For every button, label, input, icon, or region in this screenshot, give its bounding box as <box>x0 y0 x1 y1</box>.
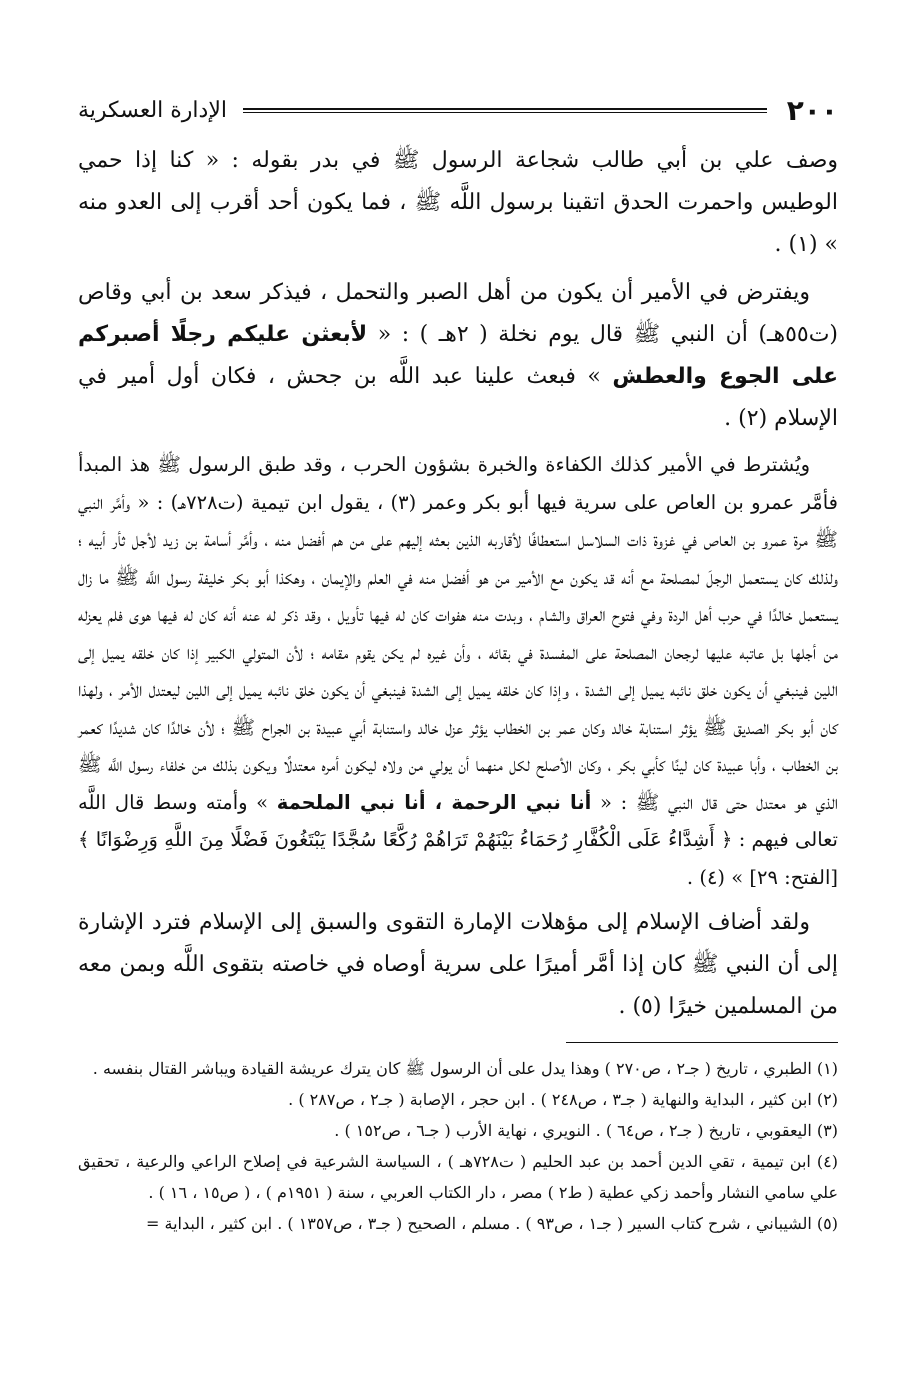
paragraph-2-text-before: ويفترض في الأمير أن يكون من أهل الصبر والتحمل ، فيذكر سعد بن أبي وقاص (ت٥٥هـ) أن النبي ﷺ قال يوم نخلة ( ٢هـ ) : « <box>78 280 838 347</box>
book-page <box>78 90 838 1239</box>
footnote-5: (٥) الشيباني ، شرح كتاب السير ( جـ١ ، ص٩٣ ) . مسلم ، الصحيح ( جـ٣ ، ص١٣٥٧ ) . ابن كثير ، البداية = <box>146 1214 838 1233</box>
footnote-3: (٣) اليعقوبي ، تاريخ ( جـ٢ ، ص٦٤ ) . النويري ، نهاية الأرب ( جـ٦ ، ص١٥٢ ) . <box>334 1121 838 1140</box>
hadith-quote-bold: أنا نبي الرحمة ، أنا نبي الملحمة <box>276 790 592 814</box>
paragraph-2-text-after: » فبعث علينا عبد اللَّه بن جحش ، فكان أول أمير في الإسلام (٢) . <box>78 364 838 431</box>
header-rule <box>243 108 767 113</box>
footnote-separator <box>566 1042 838 1043</box>
footnote-1: (١) الطبري ، تاريخ ( جـ٢ ، ص٢٧٠ ) وهذا يدل على أن الرسول ﷺ كان يترك عريشة القيادة ويباشر القتال بنفسه . <box>92 1059 838 1078</box>
paragraph-2 <box>78 272 838 440</box>
paragraph-3 <box>78 446 838 896</box>
page-header <box>78 90 838 130</box>
page-number: ٢٠٠ <box>786 93 838 127</box>
footnotes <box>78 1053 838 1239</box>
running-title: الإدارة العسكرية <box>78 97 227 123</box>
paragraph-4-text: ولقد أضاف الإسلام إلى مؤهلات الإمارة التقوى والسبق إلى الإسلام فترد الإشارة إلى أن النبي ﷺ كان إذا أمَّر أميرًا على سرية أوصاه في خاصته بتقوى اللَّه وبمن معه من المسلمين خيرًا (٥) . <box>78 910 838 1019</box>
paragraph-3-text-after: » وأمته وسط قال اللَّه تعالى فيهم : ﴿ أَشِدَّاءُ عَلَى الْكُفَّارِ رُحَمَاءُ بَيْنَهُمْ تَرَاهُمْ رُكَّعًا سُجَّدًا يَبْتَغُونَ فَضْلًا مِنَ اللَّهِ وَرِضْوَانًا ﴾ [الفتح: ٢٩] » (٤) . <box>78 790 838 889</box>
paragraph-3-text-before: ويُشترط في الأمير كذلك الكفاءة والخبرة بشؤون الحرب ، وقد طبق الرسول ﷺ هذ المبدأ فأمَّر عمرو بن العاص على سرية فيها أبو بكر وعمر (٣) ، يقول ابن تيمية (ت٧٢٨هـ) : « وأمَّر النبي ﷺ مرة عمرو بن العاص في غزوة ذات السلاسل استعطافًا لأقاربه الذين بعثه إليهم على من هم أفضل منه ، وأمَّر أسامة بن زيد لأجل ثأر أبيه ؛ ولذلك كان يستعمل الرجلَ لمصلحة مع أنه قد يكون مع الأمير من هو أفضل منه في العلم والإيمان ، وهكذا أبو بكر خليفة رسول اللَّه ﷺ ما زال يستعمل خالدًا في حرب أهل الردة وفي فتوح العراق والشام ، وبدت منه هفوات كان له فيها تأويل ، وقد ذكر له عنه أنه كان له فيها هوى فلم يعزله من أجلها بل عاتبه عليها لرجحان المصلحة على المفسدة في بقائه ، وأن غيره لم يكن يقوم مقامه ؛ لأن المتولي الكبير إذا كان خلقه يميل إلى اللين فينبغي أن يكون خلق نائبه يميل إلى الشدة ، وإذا كان خلقه يميل إلى الشدة فينبغي أن يكون خلق نائبه يميل إلى اللين ليعتدل الأمر ، ولهذا كان أبو بكر الصديق ﷺ يؤثر استنابة خالد وكان عمر بن الخطاب يؤثر عزل خالد واستنابة أبي عبيدة بن الجراح ﷺ ؛ لأن خالدًا كان شديدًا كعمر بن الخطاب ، وأبا عبيدة كان لينًا كأبي بكر ، وكان الأصلح لكل منهما أن يولي من ولاه ليكون أمره معتدلًا ويكون بذلك من خلفاء رسول اللَّه ﷺ الذي هو معتدل حتى قال النبي ﷺ : « <box>78 453 839 814</box>
footnote-2: (٢) ابن كثير ، البداية والنهاية ( جـ٣ ، ص٢٤٨ ) . ابن حجر ، الإصابة ( جـ٢ ، ص٢٨٧ ) . <box>288 1090 838 1109</box>
footnote-4: (٤) ابن تيمية ، تقي الدين أحمد بن عبد الحليم ( ت٧٢٨هـ ) ، السياسة الشرعية في إصلاح الراعي والرعية ، تحقيق علي سامي النشار وأحمد زكي عطية ( ط٢ ) مصر ، دار الكتاب العربي ، سنة ( ١٩٥١م ) ، ( ص١٥ ، ١٦ ) . <box>78 1152 839 1202</box>
paragraph-4 <box>78 902 838 1028</box>
paragraph-1-text: وصف علي بن أبي طالب شجاعة الرسول ﷺ في بدر بقوله : « كنا إذا حمي الوطيس واحمرت الحدق اتقينا برسول اللَّه ﷺ ، فما يكون أحد أقرب إلى العدو منه » (١) . <box>78 148 838 257</box>
hadith-quote-bold: لأبعثن عليكم رجلًا أصبركم على الجوع والعطش <box>78 322 838 389</box>
body-text <box>78 140 838 1028</box>
paragraph-1 <box>78 140 838 266</box>
